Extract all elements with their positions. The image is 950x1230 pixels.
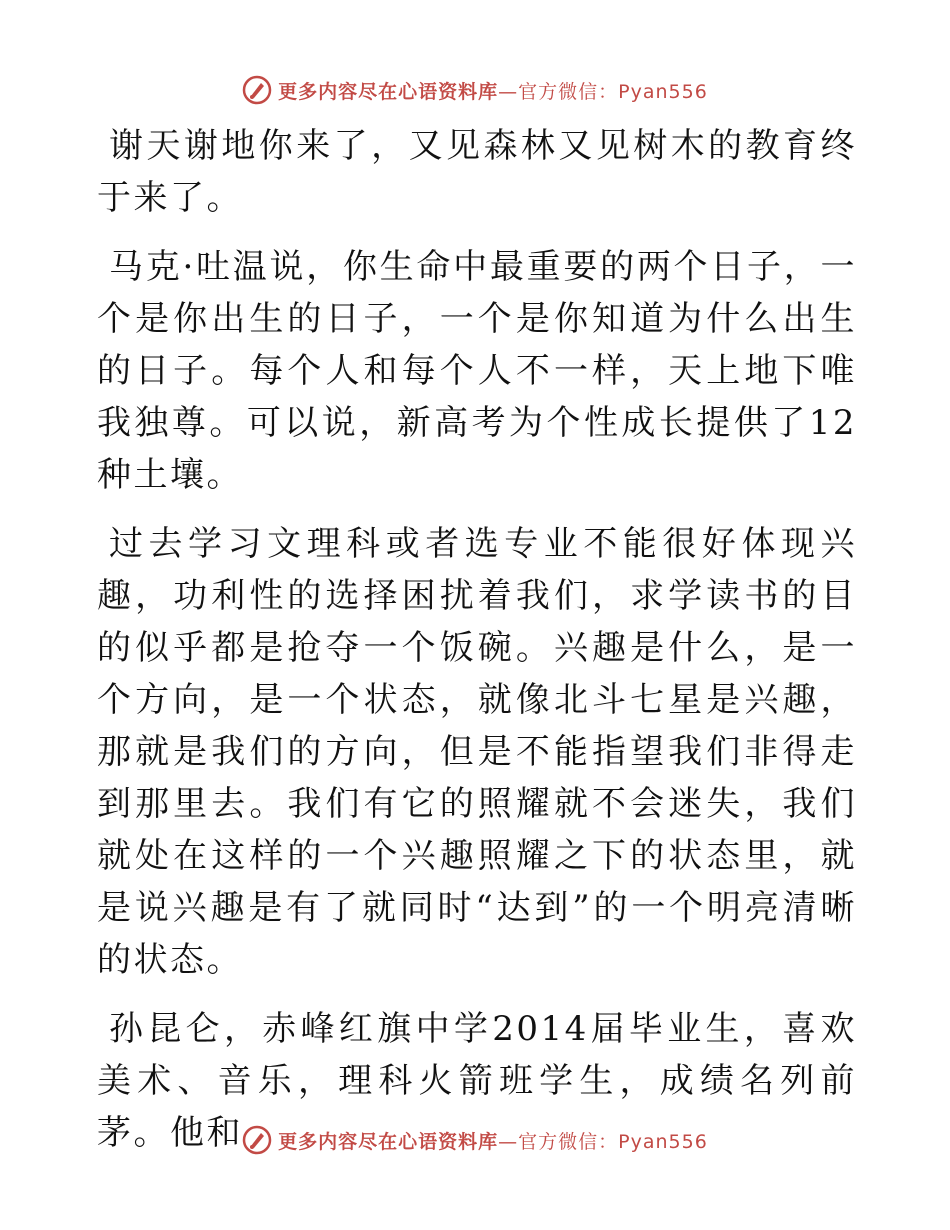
paragraph-4: 孙昆仑，赤峰红旗中学2014届毕业生，喜欢美术、音乐，理科火箭班学生，成绩名列前茅。他和 [97, 1009, 857, 1153]
paragraph-1: 谢天谢地你来了，又见森林又见树木的教育终于来了。 [97, 126, 857, 218]
header-watermark-banner [0, 70, 950, 110]
banner-text [278, 1127, 708, 1154]
paragraph-2: 马克·吐温说，你生命中最重要的两个日子，一个是你出生的日子，一个是你知道为什么出生的日子。每个人和每个人不一样，天上地下唯我独尊。可以说，新高考为个性成长提供了12种土壤。 [97, 247, 857, 495]
banner-site-name: 更多内容尽在心语资料库 [278, 1130, 499, 1153]
banner-site-name: 更多内容尽在心语资料库 [278, 80, 499, 103]
pen-nib-logo-icon [242, 1125, 272, 1155]
pen-nib-logo-icon [242, 75, 272, 105]
paragraph-3: 过去学习文理科或者选专业不能很好体现兴趣，功利性的选择困扰着我们，求学读书的目的似乎都是抢夺一个饭碗。兴趣是什么，是一个方向，是一个状态，就像北斗七星是兴趣，那就是我们的方向，但是不能指望我们非得走到那里去。我们有它的照耀就不会迷失，我们就处在这样的一个兴趣照耀之下的状态里，就是说兴趣是有了就同时“达到”的一个明亮清晰的状态。 [97, 524, 857, 980]
banner-text [278, 77, 708, 104]
footer-watermark-banner [0, 1120, 950, 1160]
banner-wechat-id: —官方微信：Pyan556 [498, 80, 708, 103]
document-body [97, 120, 857, 1176]
banner-wechat-id: —官方微信：Pyan556 [498, 1130, 708, 1153]
